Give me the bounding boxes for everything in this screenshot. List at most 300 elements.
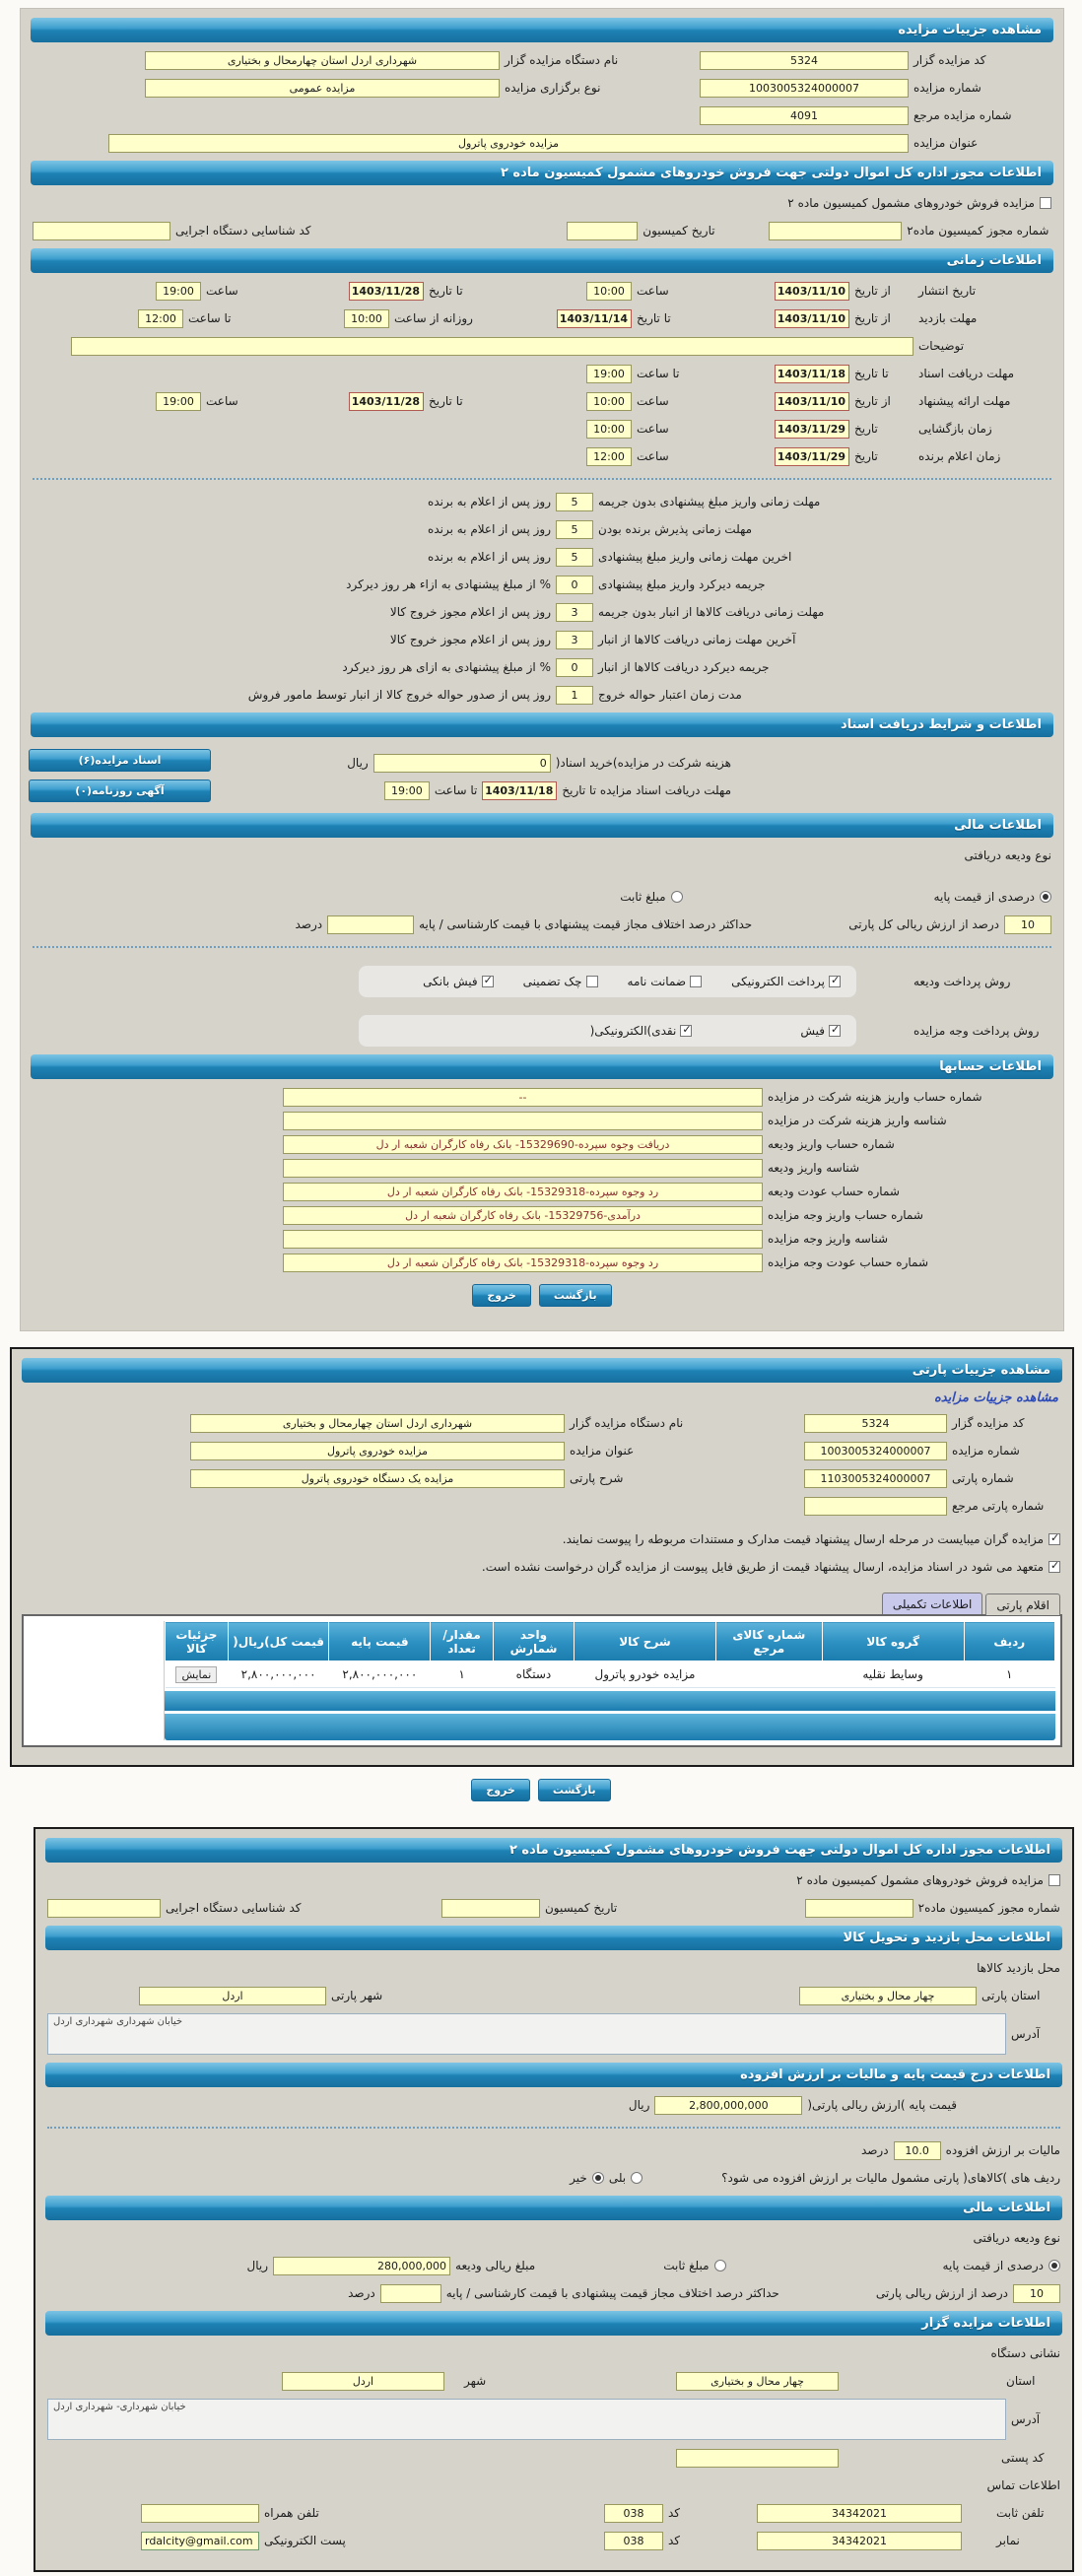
offer-from-date[interactable] xyxy=(775,392,849,411)
docs-deadline-time[interactable] xyxy=(586,365,632,383)
publish-label: تاریخ انتشار xyxy=(918,284,977,298)
party-province-city-row xyxy=(47,1986,1060,2005)
hour-label2: ساعت xyxy=(206,394,238,408)
deadline-row xyxy=(33,519,1051,539)
auction-no-field[interactable] xyxy=(700,79,909,98)
cell-row-index: ۱ xyxy=(964,1661,1054,1688)
publish-from-time[interactable] xyxy=(586,282,632,301)
permit-checkbox-label: مزایده فروش خودروهای مشمول کمیسیون ماده ۲ xyxy=(787,196,1035,210)
permit-checkbox-label-2: مزایده فروش خودروهای مشمول کمیسیون ماده ۲ xyxy=(796,1873,1044,1887)
account-value-field[interactable] xyxy=(283,1088,763,1107)
base-price-field[interactable] xyxy=(654,2096,802,2115)
timing-offer-row xyxy=(33,391,1051,411)
rial-unit-label: ریال xyxy=(246,2259,269,2272)
permit-checkbox-row xyxy=(33,193,1051,213)
timing-visit-row xyxy=(33,308,1051,328)
commission-date-label: تاریخ کمیسیون xyxy=(642,224,715,237)
section-header-visit-place: اطلاعات محل بازدید و تحویل کالا xyxy=(45,1926,1062,1950)
winner-label: زمان اعلام برنده xyxy=(918,449,1001,463)
dotted-divider xyxy=(33,946,1051,948)
daily-from-hour-label: روزانه از ساعت xyxy=(394,311,473,325)
percent-unit-label: درصد xyxy=(860,2143,889,2157)
deadline-suffix: روز پس از اعلام به برنده xyxy=(428,550,551,564)
party-address-field[interactable]: خیابان شهرداری شهرداری اردل xyxy=(47,2013,1006,2055)
deadline-label: آخرین مهلت زمانی دریافت کالاها از انبار xyxy=(598,633,796,646)
panel2-buttons xyxy=(0,1779,1082,1801)
publish-from-date[interactable] xyxy=(775,282,849,301)
account-label: شماره حساب واریز هزینه شرکت در مزایده xyxy=(768,1090,982,1104)
party-address-row xyxy=(47,2013,1060,2055)
back-button[interactable]: بازگشت xyxy=(538,1779,611,1801)
auction-documents-button[interactable]: اسناد مزایده(۶) xyxy=(29,749,211,772)
vat-label: مالیات بر ارزش افزوده xyxy=(945,2143,1060,2157)
fixed-amount-radio-2[interactable] xyxy=(714,2260,726,2271)
deadline-row xyxy=(33,630,1051,649)
docs-deadline-date-field[interactable] xyxy=(482,781,557,800)
fax-email-row xyxy=(47,2531,1060,2550)
permit-no-label-2: شماره مجوز کمیسیون ماده۲ xyxy=(917,1901,1060,1915)
party-province-field[interactable] xyxy=(799,1987,977,2005)
auction-title-label: عنوان مزایده xyxy=(570,1444,635,1457)
percent-unit-label-2: درصد xyxy=(348,2286,375,2300)
fax-code-field[interactable] xyxy=(604,2532,663,2550)
auction-title-field[interactable] xyxy=(108,134,909,153)
attach-docs-checkbox[interactable] xyxy=(1048,1533,1060,1545)
bank-receipt-checkbox[interactable] xyxy=(482,976,494,987)
deadline-row xyxy=(33,547,1051,567)
section-header-auction-details: مشاهده جزییات مزایده xyxy=(31,18,1053,42)
bidder-code-label: کد مزایده گزار xyxy=(952,1416,1025,1430)
exec-id-field[interactable] xyxy=(33,222,170,240)
section-header-financial-2: اطلاعات مالی xyxy=(45,2196,1062,2220)
docs-deadline-date[interactable] xyxy=(775,365,849,383)
secured-cheque-label: چک تضمینی xyxy=(522,975,582,988)
party-details-panel xyxy=(10,1347,1074,1767)
from-date-label: از تاریخ xyxy=(854,284,891,298)
vat-no-radio[interactable] xyxy=(592,2172,604,2184)
ref-no-field[interactable] xyxy=(700,106,909,125)
permit-fields-row-2 xyxy=(47,1898,1060,1918)
row-auction-title xyxy=(33,133,1051,153)
deposit-pay-method-label: روش پرداخت ودیعه xyxy=(913,975,1011,988)
org-province-field[interactable] xyxy=(676,2372,839,2391)
deadline-suffix: % از مبلغ پیشنهادی به ازای هر روز دیرکرد xyxy=(342,660,551,674)
tab-party-items[interactable]: اقلام پارتی xyxy=(985,1593,1060,1615)
section-header-permit-2: اطلاعات مجوز اداره کل اموال دولتی جهت فروش خودروهای مشمول کمیسیون ماده ۲ xyxy=(45,1838,1062,1863)
party-city-label: شهر پارتی xyxy=(331,1989,383,2002)
col-goods-details: جزئیات کالا xyxy=(166,1622,229,1661)
col-goods-group: گروه کالا xyxy=(822,1622,964,1661)
deadline-label: مدت زمان اعتبار حواله خروج xyxy=(598,688,742,702)
deadline-row xyxy=(33,602,1051,622)
table-empty-column xyxy=(29,1621,165,1740)
deadline-label: جریمه دیرکرد واریز مبلغ پیشنهادی xyxy=(598,577,766,591)
party-note2-row xyxy=(24,1557,1060,1577)
mobile-field[interactable] xyxy=(141,2504,259,2523)
fax-field[interactable] xyxy=(757,2532,962,2550)
permit-checkbox-row-2 xyxy=(47,1870,1060,1890)
account-row xyxy=(33,1111,1051,1130)
auction-type-field[interactable] xyxy=(145,79,500,98)
to-hour-label: تا ساعت xyxy=(637,367,680,380)
deadline-suffix: روز پس از اعلام به برنده xyxy=(428,522,551,536)
deadline-suffix: روز پس از اعلام مجوز خروج کالا xyxy=(389,633,551,646)
deposit-percent-suffix: درصد از ارزش ریالی کل پارتی xyxy=(848,917,999,931)
vat-question-row xyxy=(47,2168,1060,2188)
table-pager-bar xyxy=(165,1714,1055,1740)
deadline-value-field[interactable] xyxy=(556,686,593,705)
exit-button[interactable]: خروج xyxy=(471,1779,530,1801)
deadline-row xyxy=(33,685,1051,705)
commission-date-field-2[interactable] xyxy=(441,1899,540,1918)
account-row xyxy=(33,1087,1051,1107)
auction-no-label: شماره مزایده xyxy=(952,1444,1020,1457)
no-price-file-checkbox[interactable] xyxy=(1048,1561,1060,1573)
dotted-divider xyxy=(47,2127,1060,2129)
deadline-value-field[interactable] xyxy=(556,576,593,594)
deposit-amount-field[interactable] xyxy=(273,2257,450,2275)
fax-code-label: کد xyxy=(668,2534,681,2547)
bank-receipt-label: فیش بانکی xyxy=(423,975,478,988)
to-hour-label: تا ساعت xyxy=(434,783,478,797)
vat-question-label: ردیف های )کالاهای( پارتی مشمول مالیات بر ارزش افزوده می شود؟ xyxy=(721,2171,1060,2185)
postal-code-label: کد پستی xyxy=(1001,2451,1045,2465)
postal-code-field[interactable] xyxy=(676,2449,839,2468)
deposit-type-label-2: نوع ودیعه دریافتی xyxy=(973,2231,1060,2245)
cell-goods-desc: مزایده خودرو پاترول xyxy=(575,1661,716,1688)
back-button[interactable]: بازگشت xyxy=(539,1284,612,1307)
to-hour-label: تا ساعت xyxy=(188,311,232,325)
cell-total-price: ۲,۸۰۰,۰۰۰,۰۰۰ xyxy=(228,1661,329,1688)
bidder-code-field[interactable] xyxy=(700,51,909,70)
docs-fee-field[interactable] xyxy=(373,754,551,773)
desc-field[interactable] xyxy=(71,337,913,356)
section-header-base-price: اطلاعات درج قیمت پایه و مالیات بر ارزش افزوده xyxy=(45,2063,1062,2087)
auction-details-link[interactable]: مشاهده جزییات مزایده xyxy=(933,1390,1058,1405)
electronic-payment-label: پرداخت الکترونیکی xyxy=(731,975,825,988)
deposit-percent-row xyxy=(33,915,1051,934)
org-name-field[interactable] xyxy=(145,51,500,70)
max-diff-label: حداکثر درصد اختلاف مجاز قیمت پیشنهادی با قیمت کارشناسی / پایه xyxy=(419,917,753,931)
ref-no-label: شماره مزایده مرجع xyxy=(913,108,1012,122)
cell-ref-goods-no xyxy=(715,1661,822,1688)
fixed-amount-label-2: مبلغ ثابت xyxy=(663,2259,710,2272)
from-date-label: از تاریخ xyxy=(854,394,891,408)
row-party-auction-title xyxy=(24,1441,1060,1460)
offer-from-time[interactable] xyxy=(586,392,632,411)
col-quantity: مقدار/ تعداد xyxy=(431,1622,494,1661)
fax-label: نمابر xyxy=(996,2534,1020,2547)
org-city-field[interactable] xyxy=(282,2372,444,2391)
deposit-percent-row-2 xyxy=(47,2283,1060,2303)
deadline-value-field[interactable] xyxy=(556,493,593,511)
org-address-field[interactable]: خیابان شهرداری- شهرداری اردل xyxy=(47,2399,1006,2440)
visit-from-date[interactable] xyxy=(775,309,849,328)
deadline-value-field[interactable] xyxy=(556,631,593,649)
docs-deadline-label: مهلت دریافت اسناد xyxy=(918,367,1015,380)
exec-id-label-2: کد شناسایی دستگاه اجرایی xyxy=(166,1901,302,1915)
account-value-field[interactable] xyxy=(283,1183,763,1201)
party-province-label: استان پارتی xyxy=(981,1989,1041,2002)
deposit-percent-suffix-2: درصد از ارزش ریالی پارتی xyxy=(875,2286,1008,2300)
party-no-field[interactable] xyxy=(804,1469,947,1488)
deadline-value-field[interactable] xyxy=(556,603,593,622)
receipt-label: فیش xyxy=(800,1024,825,1038)
fixed-amount-radio[interactable] xyxy=(671,891,683,903)
timing-docs-deadline-row xyxy=(33,364,1051,383)
section-header-bidder-org: اطلاعات مزایده گزار xyxy=(45,2311,1062,2336)
to-date-label: تا تاریخ xyxy=(637,311,671,325)
account-value-field[interactable] xyxy=(283,1206,763,1225)
opening-date[interactable] xyxy=(775,420,849,439)
party-desc-field[interactable] xyxy=(190,1469,565,1488)
desc-label: توضیحات xyxy=(918,339,965,353)
section-header-accounts: اطلاعات حسابها xyxy=(31,1054,1053,1079)
base-price-row xyxy=(47,2095,1060,2115)
col-ref-goods-no: شماره کالای مرجع xyxy=(715,1622,822,1661)
permit-no-field-2[interactable] xyxy=(805,1899,913,1918)
base-price-label: قیمت پایه )ارزش ریالی پارتی( xyxy=(807,2098,957,2112)
section-header-permit: اطلاعات مجوز اداره کل اموال دولتی جهت فروش خودروهای مشمول کمیسیون ماده ۲ xyxy=(31,161,1053,185)
to-date-label: تا تاریخ xyxy=(854,367,889,380)
visit-to-date[interactable] xyxy=(557,309,632,328)
vat-no-label: خیر xyxy=(570,2171,587,2185)
exec-id-field-2[interactable] xyxy=(47,1899,161,1918)
deposit-type-label: نوع ودیعه دریافتی xyxy=(964,848,1051,862)
timing-publish-row xyxy=(33,281,1051,301)
account-label: شماره حساب عودت ودیعه xyxy=(768,1185,900,1198)
docs-fee-row xyxy=(215,753,1051,773)
col-row-index: ردیف xyxy=(964,1622,1054,1661)
visit-from-time[interactable] xyxy=(344,309,389,328)
auction-title-label: عنوان مزایده xyxy=(913,136,979,150)
visit-place-label: محل بازدید کالاها xyxy=(977,1961,1060,1975)
deadline-label: مهلت زمانی واریز مبلغ پیشنهادی بدون جریمه xyxy=(598,495,821,508)
party-extra-panel xyxy=(34,1827,1074,2572)
phone-code-label: کد xyxy=(668,2506,681,2520)
percent-unit-label: درصد xyxy=(295,917,323,931)
offer-to-date[interactable] xyxy=(349,392,424,411)
permit-checkbox-2[interactable] xyxy=(1048,1874,1060,1886)
percent-of-base-radio-2[interactable] xyxy=(1048,2260,1060,2271)
deposit-percent-field[interactable] xyxy=(1004,915,1051,934)
phone-row xyxy=(47,2503,1060,2523)
deadline-row xyxy=(33,657,1051,677)
commission-date-field[interactable] xyxy=(567,222,638,240)
deadline-suffix: روز پس از اعلام به برنده xyxy=(428,495,551,508)
org-address-header-row xyxy=(47,2343,1060,2363)
deadline-label: جریمه دیرکرد دریافت کالاها از انبار xyxy=(598,660,770,674)
visit-to-time[interactable] xyxy=(138,309,183,328)
deadline-value-field[interactable] xyxy=(556,520,593,539)
auction-pay-method-row xyxy=(33,1015,1051,1047)
winner-date[interactable] xyxy=(775,447,849,466)
cash-electronic-label: نقدی)الکترونیکی( xyxy=(589,1024,677,1038)
party-ref-field[interactable] xyxy=(804,1497,947,1516)
auction-details-page xyxy=(0,8,1082,2572)
col-total-price: قیمت کل)ریال( xyxy=(228,1622,329,1661)
exit-button[interactable]: خروج xyxy=(472,1284,531,1307)
party-ref-label: شماره پارتی مرجع xyxy=(952,1499,1045,1513)
table-row xyxy=(166,1661,1055,1688)
vat-yes-label: بلی xyxy=(608,2171,627,2185)
account-label: شناسه واریز هزینه شرکت در مزایده xyxy=(768,1114,947,1127)
deposit-type-row-2 xyxy=(47,2228,1060,2248)
permit-checkbox[interactable] xyxy=(1040,197,1051,209)
date-label: تاریخ xyxy=(854,449,878,463)
hour-label2: ساعت xyxy=(206,284,238,298)
account-label: شناسه واریز ودیعه xyxy=(768,1161,860,1175)
guarantee-letter-checkbox[interactable] xyxy=(690,976,702,987)
section-header-timing: اطلاعات زمانی xyxy=(31,248,1053,273)
vat-yes-radio[interactable] xyxy=(631,2172,642,2184)
date-label: تاریخ xyxy=(854,422,878,436)
visit-label: مهلت بازدید xyxy=(918,311,978,325)
visit-place-label-row xyxy=(47,1958,1060,1978)
vat-field[interactable] xyxy=(894,2141,941,2160)
deadline-label: مهلت زمانی دریافت کالاها از انبار بدون جریمه xyxy=(598,605,825,619)
newspaper-ad-button[interactable]: آگهی روزنامه(۰) xyxy=(29,780,211,802)
publish-to-date[interactable] xyxy=(349,282,424,301)
docs-deadline-time-field[interactable] xyxy=(384,781,430,800)
docs-deadline-row xyxy=(215,780,1051,800)
party-org-name-field[interactable] xyxy=(190,1414,565,1433)
commission-date-label-2: تاریخ کمیسیون xyxy=(544,1901,618,1915)
show-goods-details-link[interactable]: نمایش xyxy=(175,1666,217,1683)
org-province-label: استان xyxy=(1006,2374,1036,2388)
electronic-payment-checkbox[interactable] xyxy=(829,976,841,987)
deposit-radio-row xyxy=(33,887,1051,907)
email-label: پست الکترونیکی xyxy=(264,2534,346,2547)
max-diff-field-2[interactable] xyxy=(380,2284,441,2303)
account-row xyxy=(33,1229,1051,1249)
deadline-label: مهلت زمانی پذیرش برنده بودن xyxy=(598,522,753,536)
secured-cheque-checkbox[interactable] xyxy=(586,976,598,987)
attach-docs-label: مزایده گران میبایست در مرحله ارسال پیشنهاد قیمت مدارک و مستندات مربوطه را پیوست نمایند. xyxy=(562,1532,1044,1546)
guarantee-letter-label: ضمانت نامه xyxy=(627,975,687,988)
account-value-field[interactable] xyxy=(283,1254,763,1272)
account-value-field[interactable] xyxy=(283,1230,763,1249)
account-row xyxy=(33,1134,1051,1154)
deadline-suffix: روز پس از اعلام مجوز خروج کالا xyxy=(389,605,551,619)
org-city-label: شهر xyxy=(464,2374,487,2388)
account-row xyxy=(33,1205,1051,1225)
party-city-field[interactable] xyxy=(139,1987,326,2005)
org-postal-row xyxy=(47,2448,1060,2468)
party-no-label: شماره پارتی xyxy=(952,1471,1014,1485)
deposit-amount-label: مبلغ ریالی ودیعه xyxy=(455,2259,536,2272)
tab-additional-info[interactable]: اطلاعات تکمیلی xyxy=(882,1593,982,1614)
offer-to-time[interactable] xyxy=(156,392,201,411)
timing-desc-row xyxy=(33,336,1051,356)
cell-goods-group: وسایط نقلیه xyxy=(822,1661,964,1688)
cell-base-price: ۲,۸۰۰,۰۰۰,۰۰۰ xyxy=(329,1661,431,1688)
party-bidder-code-field[interactable] xyxy=(804,1414,947,1433)
panel1-buttons xyxy=(29,1284,1055,1307)
party-desc-label: شرح پارتی xyxy=(570,1471,624,1485)
vat-row xyxy=(47,2140,1060,2160)
publish-to-time[interactable] xyxy=(156,282,201,301)
timing-opening-row xyxy=(33,419,1051,439)
dotted-divider xyxy=(33,478,1051,480)
table-footer-bar xyxy=(165,1691,1055,1711)
max-diff-label-2: حداکثر درصد اختلاف مجاز قیمت پیشنهادی با قیمت کارشناسی / پایه xyxy=(445,2286,779,2300)
docs-fee-label: هزینه شرکت در مزایده)خرید اسناد( xyxy=(555,756,731,770)
org-address-header: نشانی دستگاه xyxy=(990,2346,1060,2360)
opening-time[interactable] xyxy=(586,420,632,439)
email-field[interactable] xyxy=(141,2532,259,2550)
auction-pay-method-label: روش پرداخت وجه مزایده xyxy=(913,1024,1040,1038)
cell-quantity: ۱ xyxy=(431,1661,494,1688)
permit-no-label: شماره مجوز کمیسیون ماده۲ xyxy=(907,224,1049,237)
no-price-file-label: متعهد می شود در اسناد مزایده، ارسال پیشنهاد قیمت از طریق فایل پیوست از مزایده گران درخواست نشده است. xyxy=(481,1560,1044,1574)
timing-winner-row xyxy=(33,446,1051,466)
permit-fields-row xyxy=(33,221,1051,240)
row-party-no-desc xyxy=(24,1468,1060,1488)
to-date-label: تا تاریخ xyxy=(429,284,463,298)
account-label: شماره حساب عودت وجه مزایده xyxy=(768,1255,929,1269)
account-label: شناسه واریز وجه مزایده xyxy=(768,1232,889,1246)
contact-header-row xyxy=(47,2475,1060,2495)
max-diff-field[interactable] xyxy=(327,915,414,934)
permit-no-field[interactable] xyxy=(769,222,902,240)
party-auction-title-field[interactable] xyxy=(190,1442,565,1460)
winner-time[interactable] xyxy=(586,447,632,466)
cash-electronic-checkbox[interactable] xyxy=(680,1025,692,1037)
row-bidder-code-org xyxy=(33,50,1051,70)
party-note1-row xyxy=(24,1529,1060,1549)
offer-label: مهلت ارائه پیشنهاد xyxy=(918,394,1011,408)
percent-of-base-radio[interactable] xyxy=(1040,891,1051,903)
docs-deadline-text: مهلت دریافت اسناد مزایده تا تاریخ xyxy=(562,783,731,797)
row-party-ref xyxy=(24,1496,1060,1516)
hour-label: ساعت xyxy=(637,449,669,463)
party-auction-no-field[interactable] xyxy=(804,1442,947,1460)
account-value-field[interactable] xyxy=(283,1159,763,1178)
auction-pay-options-box xyxy=(359,1015,856,1047)
row-ref-no xyxy=(33,105,1051,125)
account-value-field[interactable] xyxy=(283,1112,763,1130)
account-value-field[interactable] xyxy=(283,1135,763,1154)
row-party-bidder-org xyxy=(24,1413,1060,1433)
account-label: شماره حساب واریز وجه مزایده xyxy=(768,1208,923,1222)
account-row xyxy=(33,1158,1051,1178)
section-header-party-details: مشاهده جزییات پارتی xyxy=(22,1358,1062,1383)
deposit-percent-field-2[interactable] xyxy=(1013,2284,1060,2303)
deposit-pay-method-row xyxy=(33,966,1051,997)
phone-field[interactable] xyxy=(757,2504,962,2523)
receipt-checkbox[interactable] xyxy=(829,1025,841,1037)
phone-code-field[interactable] xyxy=(604,2504,663,2523)
percent-of-base-label: درصدی از قیمت پایه xyxy=(933,890,1035,904)
deposit-pay-options-box xyxy=(359,966,856,997)
col-count-unit: واحد شمارش xyxy=(493,1622,574,1661)
deadline-value-field[interactable] xyxy=(556,658,593,677)
org-address-label: آدرس xyxy=(1011,2412,1041,2426)
deadline-value-field[interactable] xyxy=(556,548,593,567)
party-items-table-wrapper xyxy=(22,1614,1062,1747)
rial-unit-label: ریال xyxy=(347,756,369,770)
deadline-label: اخرین مهلت زمانی واریز مبلغ پیشنهادی xyxy=(598,550,792,564)
org-province-city-row xyxy=(47,2371,1060,2391)
rial-unit-label: ریال xyxy=(628,2098,650,2112)
row-auction-no-type xyxy=(33,78,1051,98)
percent-of-base-label-2: درصدی از قیمت پایه xyxy=(942,2259,1044,2272)
deadline-suffix: روز پس از صدور حواله خروج کالا از انبار توسط مامور فروش xyxy=(247,688,551,702)
org-name-label: نام دستگاه مزایده گزار xyxy=(505,53,619,67)
section-header-docs: اطلاعات و شرایط دریافت اسناد xyxy=(31,712,1053,737)
hour-label: ساعت xyxy=(637,394,669,408)
